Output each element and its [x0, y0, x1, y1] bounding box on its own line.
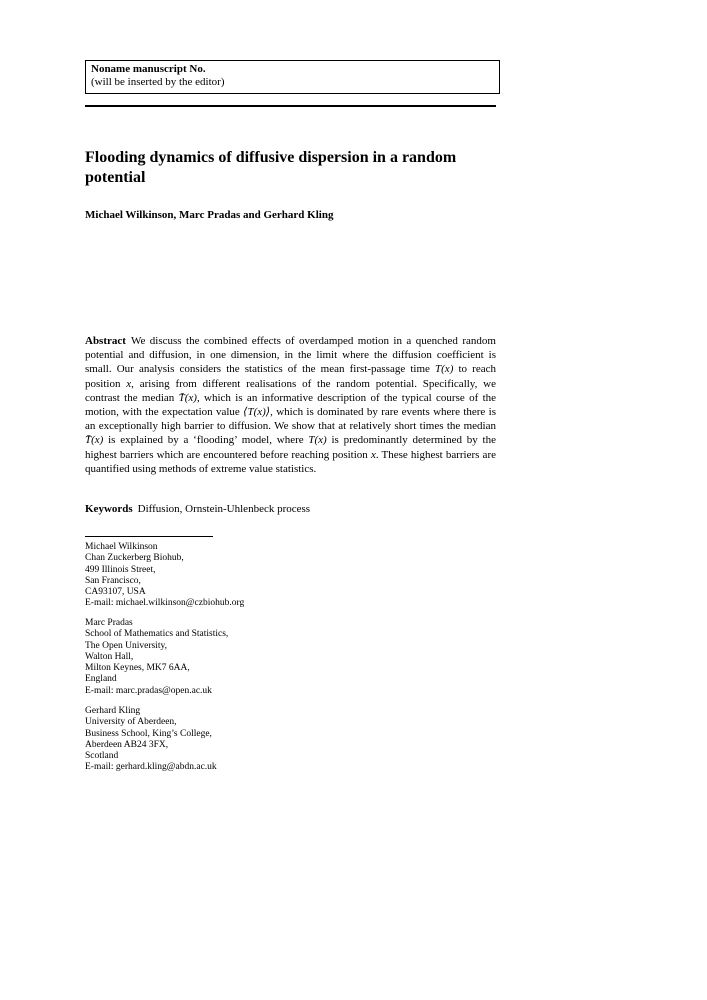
affiliation-email: E-mail: gerhard.kling@abdn.ac.uk: [85, 762, 217, 773]
affiliation-line: Business School, King’s College,: [85, 728, 212, 739]
affiliation-line: University of Aberdeen,: [85, 717, 177, 728]
abstract-text-6: is explained by a ‘flooding’ model, where: [103, 434, 309, 447]
affiliation-line: Walton Hall,: [85, 651, 134, 662]
footnote-rule: [85, 536, 213, 537]
affiliation-line: England: [85, 674, 117, 685]
math-T-of-x-2: T(x): [308, 434, 327, 447]
affiliation-line: 499 Illinois Street,: [85, 564, 156, 575]
affiliation-line: Chan Zuckerberg Biohub,: [85, 553, 184, 564]
keywords: [85, 502, 496, 516]
affiliation-line: Gerhard Kling: [85, 706, 141, 716]
affiliation-email: E-mail: marc.pradas@open.ac.uk: [85, 685, 212, 696]
affiliation-line: Marc Pradas: [85, 618, 133, 628]
math-x-2: x: [370, 448, 376, 461]
abstract-text-4: , which is an informative description of the typical course of the motion, with the expectation value: [85, 391, 497, 419]
affiliation-pradas: [85, 618, 385, 697]
affiliation-kling: [85, 706, 385, 774]
author-list: Michael Wilkinson, Marc Pradas and Gerhard Kling: [85, 209, 334, 221]
affiliation-line: CA93107, USA: [85, 587, 146, 598]
abstract-text-8: . These highest barriers are quantified using methods of extreme value statistics.: [85, 448, 496, 475]
math-T-of-x: T(x): [435, 363, 454, 376]
affiliation-line: Milton Keynes, MK7 6AA,: [85, 663, 190, 674]
manuscript-number-line: Noname manuscript No.: [91, 63, 206, 75]
affiliation-line: San Francisco,: [85, 575, 141, 586]
abstract-label: Abstract: [85, 335, 126, 347]
abstract-text-2: to reach position: [85, 363, 496, 390]
abstract: [85, 334, 496, 476]
affiliation-email: E-mail: michael.wilkinson@czbiohub.org: [85, 598, 245, 609]
abstract-text-7: is predominantly determined by the highest barriers which are encountered before reaching position: [85, 434, 496, 461]
affiliation-line: Michael Wilkinson: [85, 542, 158, 552]
affiliation-line: Aberdeen AB24 3FX,: [85, 739, 169, 750]
affiliation-line: The Open University,: [85, 640, 167, 651]
editor-note-line: (will be inserted by the editor): [91, 76, 225, 88]
editor-notice-box: [85, 60, 500, 94]
paper-title: Flooding dynamics of diffusive dispersion in a random potential: [85, 149, 457, 186]
affiliation-line: Scotland: [85, 751, 119, 762]
math-expectation-T: ⟨T(x)⟩: [243, 406, 271, 419]
affiliation-line: School of Mathematics and Statistics,: [85, 629, 229, 640]
keywords-label: Keywords: [85, 503, 133, 515]
affiliation-wilkinson: [85, 542, 385, 610]
abstract-text-3: , arising from different realisations of the random potential. Specifically, we contrast the median: [85, 377, 496, 404]
abstract-text-5: , which is dominated by rare events where there is an exceptionally high barrier to diffusion. We show that at relatively short times the median: [85, 406, 496, 433]
math-median-T: T̄(x): [178, 391, 197, 404]
abstract-text-1: We discuss the combined effects of overdamped motion in a quenched random potential and diffusion, in one dimension, in the limit where the diffusion coefficient is small. Our analysis considers the statistics of the mean first-passage time: [85, 335, 496, 376]
keywords-text: Diffusion, Ornstein-Uhlenbeck process: [137, 503, 311, 515]
math-x: x: [126, 377, 132, 390]
math-median-T-2: T̄(x): [85, 434, 104, 447]
header-rule: [85, 105, 496, 107]
